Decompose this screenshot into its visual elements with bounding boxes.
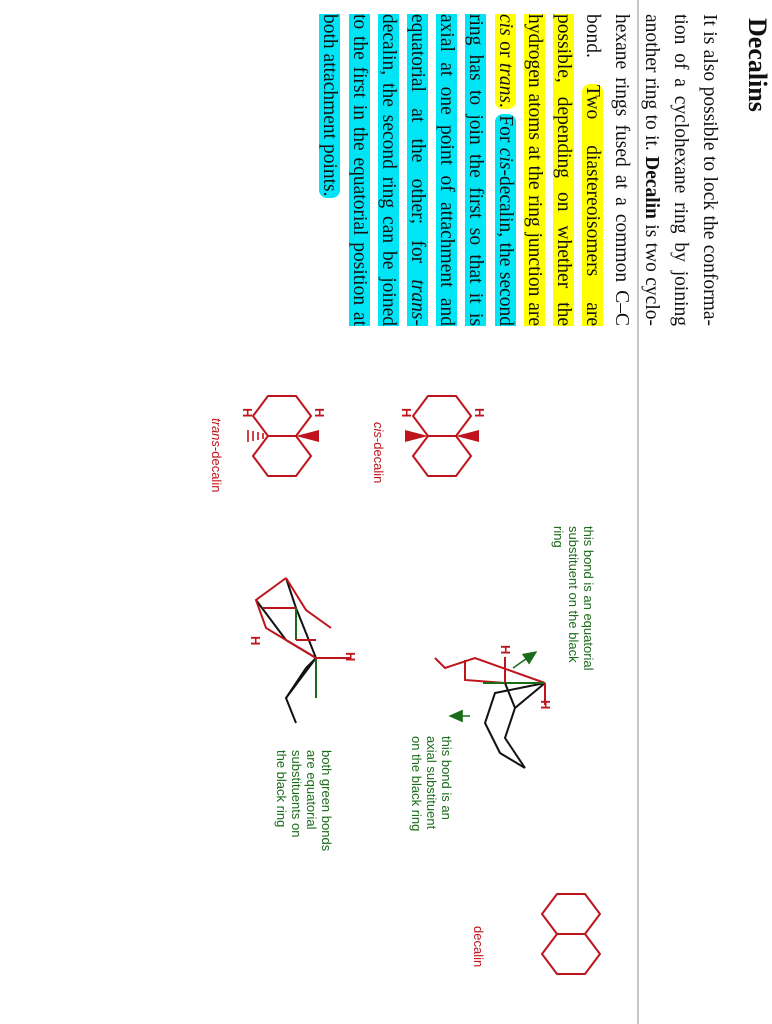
trans-decalin-label <box>209 418 224 492</box>
both-bonds-note <box>274 750 334 851</box>
axial-note <box>409 736 454 831</box>
para-text-2: is two cyclo-hexane rings fused at a common C–C bond. <box>582 14 662 327</box>
h-label: H <box>399 408 414 418</box>
para-text-1: It is also possible to lock the conforma-tion of a cyclohexane ring by joining another ring to it. <box>640 14 720 326</box>
para-term-decalin: Decalin <box>640 156 662 219</box>
eq-note-line-2: substituent on the black <box>566 526 581 663</box>
hl-cyan-text-3: -decalin, the second ring can be joined to the first in the equatorial position at both attachment points. <box>319 14 428 326</box>
h-label: H <box>538 700 553 710</box>
cis-ring-right <box>413 436 471 476</box>
h-label: H <box>240 408 255 418</box>
eq-note-line-3: ring <box>551 526 566 548</box>
decalin-structure <box>542 894 600 974</box>
cis-italic: cis <box>371 422 386 438</box>
equatorial-arrow <box>513 652 536 668</box>
both-note-line-4: the black ring <box>274 750 289 828</box>
trans-ring-right <box>253 436 311 476</box>
h-label: H <box>343 652 358 662</box>
both-note-line-1: both green bonds <box>319 750 334 852</box>
hl-cyan-cis: cis <box>494 147 516 170</box>
hl-yellow-text: Two diastereoisomers are possible, depending on whether the hydrogen atoms at the ring junction are <box>523 14 604 327</box>
cis-decalin-structure <box>405 396 479 476</box>
cis-rest: -decalin <box>371 437 386 484</box>
both-note-line-3: substituents on <box>289 750 304 838</box>
section-title: Decalins <box>743 18 772 112</box>
h-label: H <box>498 645 513 655</box>
cis-ring-left <box>413 396 471 436</box>
hl-yellow-cis: cis <box>494 14 516 36</box>
trans-rest: -decalin <box>209 446 224 493</box>
hl-yellow-or: or <box>494 35 516 63</box>
h-label: H <box>248 636 263 646</box>
both-note-line-2: are equatorial <box>304 750 319 830</box>
trans-hash-bond <box>248 430 263 442</box>
ax-note-line-2: axial substituent <box>424 736 439 830</box>
ax-note-line-3: on the black ring <box>409 736 424 832</box>
decalin-label: decalin <box>471 926 486 968</box>
hl-cyan-trans: trans <box>406 279 428 320</box>
cis-decalin-label <box>371 422 386 483</box>
trans-italic: trans <box>209 418 224 447</box>
trans-decalin-structure <box>248 396 319 476</box>
hl-yellow-trans: trans <box>494 62 516 103</box>
trans-ring-left <box>253 396 311 436</box>
h-label: H <box>312 408 327 418</box>
equatorial-note <box>551 526 596 671</box>
eq-note-line-1: this bond is an equatorial <box>581 526 596 671</box>
h-label: H <box>472 408 487 418</box>
trans-decalin-chair <box>256 578 350 723</box>
hl-yellow-end: . <box>494 102 516 108</box>
ax-note-line-1: this bond is an <box>439 736 454 820</box>
hl-cyan-text-2: -decalin, the second ring has to join the first so that it is axial at one point of attachment and equatorial at the other; for <box>406 14 516 327</box>
hl-cyan-text-1: For <box>494 115 516 148</box>
